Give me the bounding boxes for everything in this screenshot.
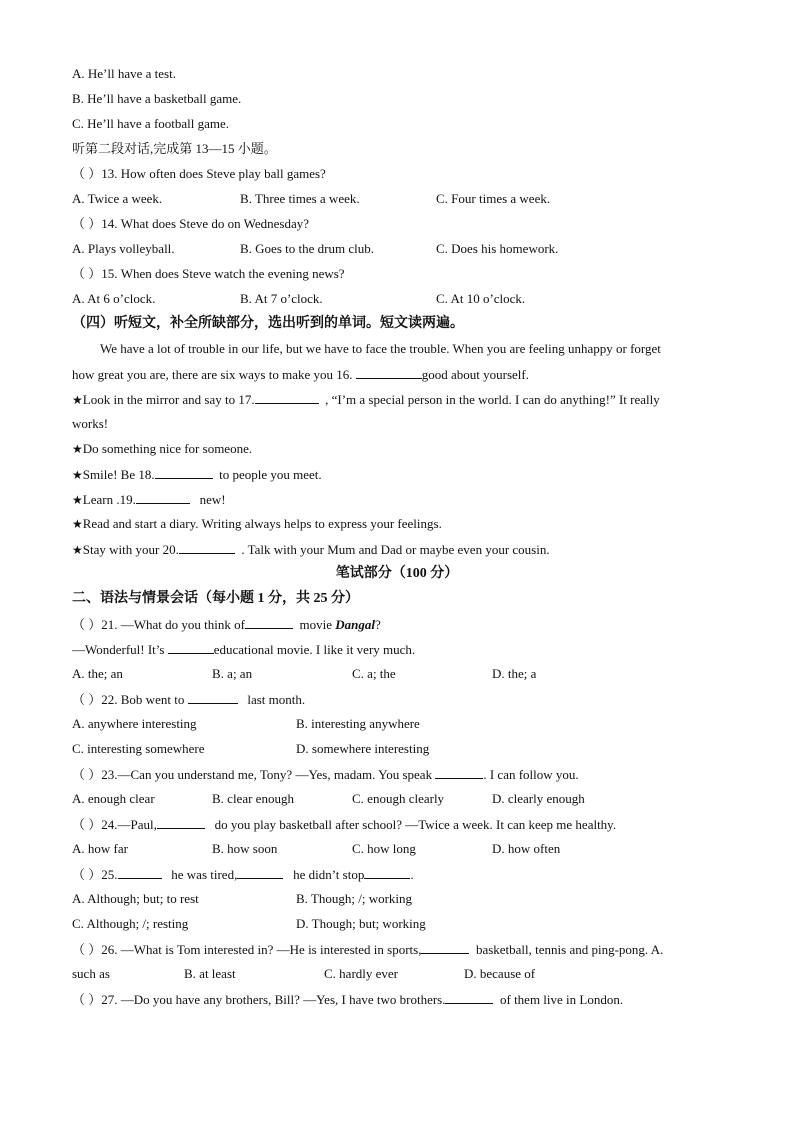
q23-option-b: B. clear enough bbox=[212, 791, 294, 806]
star-icon: ★ bbox=[72, 543, 83, 557]
answer-bracket: （ ） bbox=[72, 166, 102, 181]
q23-option-a: A. enough clear bbox=[72, 791, 155, 806]
blank-18 bbox=[155, 466, 213, 479]
answer-bracket: （ ） bbox=[72, 817, 102, 832]
question-13 bbox=[72, 166, 326, 182]
question-text: 13. How often does Steve play ball games? bbox=[101, 166, 326, 181]
question-25: （ ）25. he was tired, he didn’t stop . bbox=[72, 867, 414, 882]
q15-option-b: B. At 7 o’clock. bbox=[240, 291, 323, 306]
tip-6: ★Stay with your 20. . Talk with your Mum and Dad or maybe even your cousin. bbox=[72, 542, 550, 557]
blank-16 bbox=[356, 366, 422, 379]
question-23: （ ）23.—Can you understand me, Tony? —Yes, madam. You speak . I can follow you. bbox=[72, 767, 579, 782]
blank-17 bbox=[255, 391, 319, 404]
blank-24 bbox=[157, 816, 205, 829]
q26-option-b: B. at least bbox=[184, 966, 236, 981]
q12-option-a: A. He’ll have a test. bbox=[72, 66, 176, 81]
q25-option-a: A. Although; but; to rest bbox=[72, 891, 199, 906]
blank-27 bbox=[445, 991, 493, 1004]
q14-option-c: C. Does his homework. bbox=[436, 241, 559, 256]
question-14 bbox=[72, 216, 309, 232]
tip-1: ★Look in the mirror and say to 17. , “I’m a special person in the world. I can do anything!” It really bbox=[72, 392, 660, 407]
answer-bracket: （ ） bbox=[72, 216, 102, 231]
q22-option-d: D. somewhere interesting bbox=[296, 741, 430, 756]
movie-title: Dangal bbox=[335, 617, 375, 632]
q13-option-a: A. Twice a week. bbox=[72, 191, 163, 206]
q21-option-d: D. the; a bbox=[492, 666, 537, 681]
star-icon: ★ bbox=[72, 517, 83, 531]
question-27: （ ）27. —Do you have any brothers, Bill? —Yes, I have two brothers. of them live in London. bbox=[72, 992, 624, 1007]
q26-option-d: D. because of bbox=[464, 966, 536, 981]
star-icon: ★ bbox=[72, 468, 83, 482]
q21-option-b: B. a; an bbox=[212, 666, 253, 681]
q23-option-d: D. clearly enough bbox=[492, 791, 585, 806]
q13-option-b: B. Three times a week. bbox=[240, 191, 360, 206]
answer-bracket: （ ） bbox=[72, 992, 102, 1007]
answer-bracket: （ ） bbox=[72, 617, 102, 632]
q21-option-c: C. a; the bbox=[352, 666, 396, 681]
q26-option-c: C. hardly ever bbox=[324, 966, 399, 981]
q22-option-c: C. interesting somewhere bbox=[72, 741, 205, 756]
blank-26 bbox=[421, 941, 469, 954]
tip-5: ★Read and start a diary. Writing always helps to express your feelings. bbox=[72, 516, 442, 531]
blank-20 bbox=[179, 541, 235, 554]
q24-option-a: A. how far bbox=[72, 841, 128, 856]
written-part-title: 笔试部分（100 分） bbox=[335, 566, 459, 581]
q24-option-d: D. how often bbox=[492, 841, 561, 856]
q25-option-b: B. Though; /; working bbox=[296, 891, 413, 906]
q25-option-d: D. Though; but; working bbox=[296, 916, 426, 931]
question-text: 14. What does Steve do on Wednesday? bbox=[101, 216, 310, 231]
question-24: （ ）24.—Paul, do you play basketball after school? —Twice a week. It can keep me healthy. bbox=[72, 817, 617, 832]
tip-1-line-2: works! bbox=[72, 416, 109, 431]
tip-4: ★Learn .19. new! bbox=[72, 492, 226, 507]
q12-option-b: B. He’ll have a basketball game. bbox=[72, 91, 242, 106]
q23-option-c: C. enough clearly bbox=[352, 791, 445, 806]
q12-option-c: C. He’ll have a football game. bbox=[72, 116, 230, 131]
answer-bracket: （ ） bbox=[72, 942, 102, 957]
section4-heading: （四）听短文，补全所缺部分，选出听到的单词。短文读两遍。 bbox=[72, 316, 464, 331]
q15-option-c: C. At 10 o’clock. bbox=[436, 291, 526, 306]
question-26: （ ）26. —What is Tom interested in? —He is interested in sports, basketball, tennis and ping-pong. A. bbox=[72, 942, 664, 957]
q21-option-a: A. the; an bbox=[72, 666, 123, 681]
q22-option-a: A. anywhere interesting bbox=[72, 716, 197, 731]
grammar-section-heading: 二、语法与情景会话（每小题 1 分，共 25 分） bbox=[72, 591, 359, 606]
answer-bracket: （ ） bbox=[72, 266, 102, 281]
blank-19 bbox=[136, 491, 190, 504]
dialog2-instruction: 听第二段对话,完成第 13—15 小题。 bbox=[72, 141, 277, 156]
q24-option-c: C. how long bbox=[352, 841, 416, 856]
answer-bracket: （ ） bbox=[72, 692, 102, 707]
question-21: （ ）21. —What do you think of movie Dangal? bbox=[72, 617, 381, 632]
answer-bracket: （ ） bbox=[72, 767, 102, 782]
q25-option-c: C. Although; /; resting bbox=[72, 916, 189, 931]
star-icon: ★ bbox=[72, 393, 83, 407]
q14-option-b: B. Goes to the drum club. bbox=[240, 241, 374, 256]
q13-option-c: C. Four times a week. bbox=[436, 191, 551, 206]
question-text: 15. When does Steve watch the evening news? bbox=[101, 266, 345, 281]
star-icon: ★ bbox=[72, 442, 83, 456]
blank-21 bbox=[245, 616, 293, 629]
q26-option-a: such as bbox=[72, 966, 110, 981]
q15-option-a: A. At 6 o’clock. bbox=[72, 291, 156, 306]
blank-21b bbox=[168, 641, 214, 654]
blank-23 bbox=[435, 766, 483, 779]
question-22: （ ）22. Bob went to last month. bbox=[72, 692, 306, 707]
passage-line-1: We have a lot of trouble in our life, but we have to face the trouble. When you are feeling unhappy or forget bbox=[100, 341, 661, 356]
q22-option-b: B. interesting anywhere bbox=[296, 716, 420, 731]
tip-3: ★Smile! Be 18. to people you meet. bbox=[72, 467, 322, 482]
answer-bracket: （ ） bbox=[72, 867, 102, 882]
tip-2: ★Do something nice for someone. bbox=[72, 441, 253, 456]
question-15 bbox=[72, 266, 345, 282]
q14-option-a: A. Plays volleyball. bbox=[72, 241, 175, 256]
blank-25a bbox=[118, 866, 162, 879]
blank-22 bbox=[188, 691, 238, 704]
q24-option-b: B. how soon bbox=[212, 841, 278, 856]
question-21-reply: —Wonderful! It’s educational movie. I like it very much. bbox=[72, 642, 416, 657]
star-icon: ★ bbox=[72, 493, 83, 507]
blank-25c bbox=[364, 866, 410, 879]
passage-line-2: how great you are, there are six ways to make you 16. good about yourself. bbox=[72, 367, 529, 382]
blank-25b bbox=[237, 866, 283, 879]
